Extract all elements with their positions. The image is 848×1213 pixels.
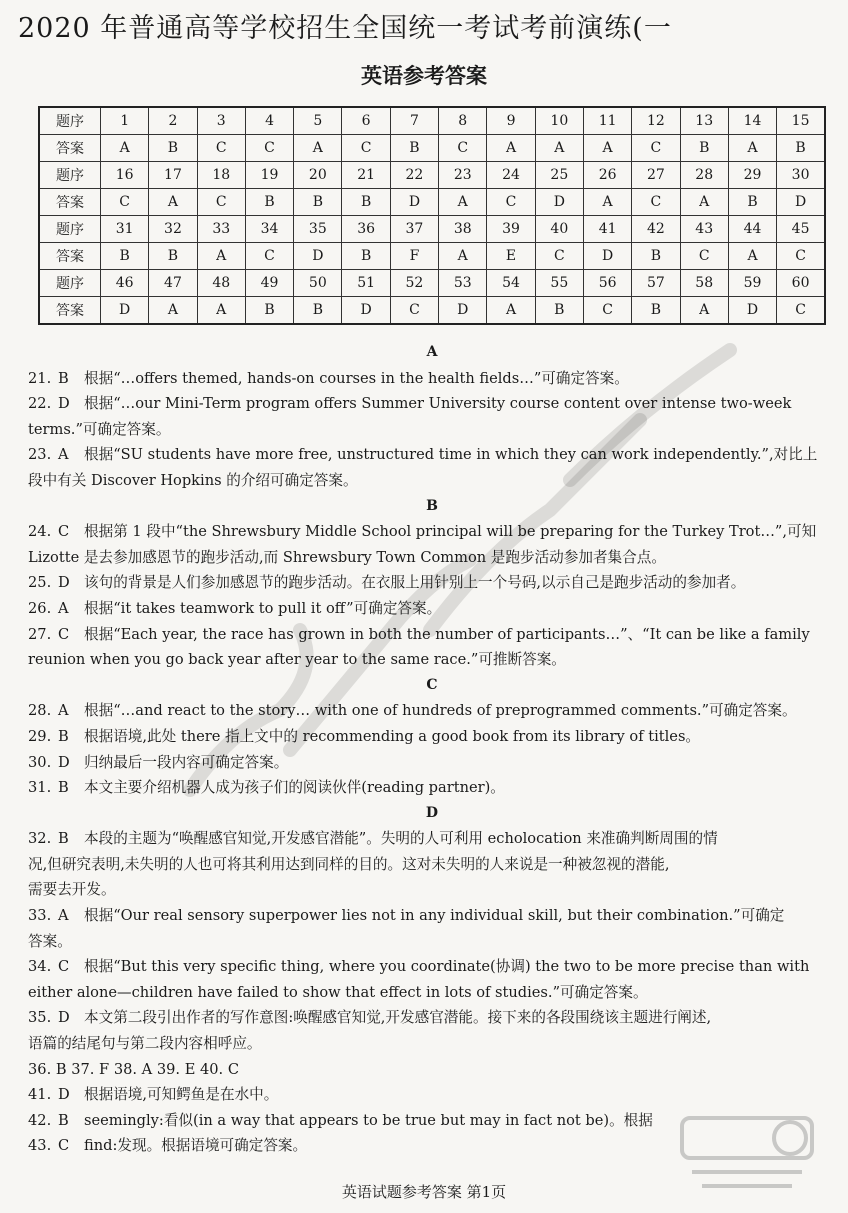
answer-cell: C: [197, 135, 245, 162]
item-continuation: terms.”可确定答案。: [28, 420, 171, 438]
answer-cell: D: [728, 297, 776, 325]
question-number-cell: 5: [294, 107, 342, 135]
explanation-item: [28, 1082, 836, 1108]
row-label-answer: 答案: [39, 135, 101, 162]
explanation-item: [28, 519, 836, 545]
question-number-cell: 56: [583, 270, 631, 297]
question-number-cell: 58: [680, 270, 728, 297]
item-answer: D: [58, 1009, 70, 1027]
item-answer: A: [58, 907, 69, 925]
row-label-number: 题序: [39, 107, 101, 135]
page-footer: 英语试题参考答案 第1页: [341, 1183, 507, 1201]
explanation-item: [28, 698, 836, 724]
answer-cell: F: [390, 243, 438, 270]
answer-cell: B: [342, 189, 390, 216]
question-number-cell: 15: [777, 107, 825, 135]
answer-cell: D: [390, 189, 438, 216]
item-continuation: either alone—children have failed to show that effect in lots of studies.”可确定答案。: [28, 983, 648, 1001]
question-number-cell: 47: [149, 270, 197, 297]
answer-cell: C: [632, 135, 680, 162]
answer-cell: D: [342, 297, 390, 325]
item-number: 28.: [28, 702, 52, 720]
answer-cell: B: [245, 189, 293, 216]
question-number-cell: 38: [439, 216, 487, 243]
question-number-cell: 48: [197, 270, 245, 297]
question-number-row: [39, 216, 825, 243]
explanation-item: [28, 954, 836, 980]
answer-cell: A: [439, 243, 487, 270]
question-number-cell: 10: [535, 107, 583, 135]
question-number-cell: 12: [632, 107, 680, 135]
question-number-cell: 22: [390, 162, 438, 189]
answer-cell: B: [680, 135, 728, 162]
item-continuation: 答案。: [28, 932, 72, 950]
question-number-cell: 23: [439, 162, 487, 189]
question-number-cell: 49: [245, 270, 293, 297]
answer-cell: A: [149, 189, 197, 216]
question-number-cell: 17: [149, 162, 197, 189]
item-number: 34.: [28, 958, 52, 976]
item-answer: D: [58, 1086, 70, 1104]
item-answer: B: [58, 369, 69, 387]
item-number: 35.: [28, 1009, 52, 1027]
page-subtitle: 英语参考答案: [361, 64, 487, 88]
explanation-item: [28, 750, 836, 776]
question-number-cell: 6: [342, 107, 390, 135]
row-label-answer: 答案: [39, 189, 101, 216]
question-number-cell: 13: [680, 107, 728, 135]
answer-cell: C: [439, 135, 487, 162]
item-text: 根据“Each year, the race has grown in both the number of participants…”、“It can be like a family: [84, 625, 810, 643]
item-text: 根据“…our Mini-Term program offers Summer University course content over intense two-week: [84, 395, 792, 413]
item-text: 本文主要介绍机器人成为孩子们的阅读伙伴(reading partner)。: [84, 779, 505, 797]
item-number: 41.: [28, 1086, 52, 1104]
answer-cell: C: [342, 135, 390, 162]
item-continuation: 语篇的结尾句与第二段内容相呼应。: [28, 1035, 262, 1053]
item-number: 24.: [28, 523, 52, 541]
question-number-cell: 53: [439, 270, 487, 297]
item-text: 根据“SU students have more free, unstructured time in which they can work independently.”,对比上: [84, 446, 818, 464]
answer-cell: B: [777, 135, 825, 162]
answer-cell: C: [777, 297, 825, 325]
explanation-item: [28, 366, 836, 392]
item-text: 根据语境,可知鳄鱼是在水中。: [84, 1086, 279, 1104]
item-text: find:发现。根据语境可确定答案。: [84, 1137, 308, 1155]
row-label-answer: 答案: [39, 297, 101, 325]
answer-row: [39, 243, 825, 270]
answer-cell: A: [439, 189, 487, 216]
row-label-number: 题序: [39, 162, 101, 189]
section-heading-b: B: [426, 497, 438, 514]
question-number-cell: 24: [487, 162, 535, 189]
item-answer: D: [58, 753, 70, 771]
item-answer: B: [58, 830, 69, 848]
explanation-item: [28, 391, 836, 417]
question-number-cell: 32: [149, 216, 197, 243]
question-number-cell: 26: [583, 162, 631, 189]
question-number-cell: 37: [390, 216, 438, 243]
question-number-cell: 25: [535, 162, 583, 189]
answer-cell: B: [294, 189, 342, 216]
answer-cell: B: [535, 297, 583, 325]
item-answer: A: [58, 599, 69, 617]
answer-cell: B: [632, 243, 680, 270]
answer-cell: C: [197, 189, 245, 216]
item-number: 32.: [28, 830, 52, 848]
item-text: seemingly:看似(in a way that appears to be true but may in fact not be)。根据: [84, 1111, 653, 1129]
question-number-cell: 19: [245, 162, 293, 189]
answer-cell: A: [294, 135, 342, 162]
explanation-item: [28, 570, 836, 596]
question-number-cell: 11: [583, 107, 631, 135]
answer-cell: D: [101, 297, 149, 325]
answer-row: [39, 135, 825, 162]
item-text: 本文第二段引出作者的写作意图:唤醒感官知觉,开发感官潜能。接下来的各段围绕该主题进行阐述,: [84, 1009, 712, 1027]
question-number-cell: 51: [342, 270, 390, 297]
question-number-cell: 18: [197, 162, 245, 189]
answer-cell: D: [583, 243, 631, 270]
explanation-item: [28, 775, 836, 801]
item-answer: D: [58, 395, 70, 413]
explanation-item: [28, 622, 836, 648]
question-number-cell: 55: [535, 270, 583, 297]
answer-cell: C: [245, 135, 293, 162]
question-number-cell: 35: [294, 216, 342, 243]
question-number-cell: 57: [632, 270, 680, 297]
question-number-cell: 59: [728, 270, 776, 297]
question-number-cell: 27: [632, 162, 680, 189]
item-answer: C: [58, 958, 70, 976]
explanation-item: [28, 826, 836, 852]
row-label-answer: 答案: [39, 243, 101, 270]
answer-cell: C: [245, 243, 293, 270]
explanation-item: [28, 1005, 836, 1031]
answers-36-40: 36. B 37. F 38. A 39. E 40. C: [28, 1060, 240, 1078]
answer-cell: B: [149, 135, 197, 162]
row-label-number: 题序: [39, 270, 101, 297]
answer-cell: B: [245, 297, 293, 325]
answer-cell: B: [632, 297, 680, 325]
item-text: 根据“it takes teamwork to pull it off”可确定答案。: [84, 599, 442, 617]
item-continuation: 况,但研究表明,未失明的人也可将其利用达到同样的目的。这对未失明的人来说是一种被忽视的潜能,: [28, 855, 670, 873]
explanation-item: [28, 442, 836, 468]
answer-row: [39, 297, 825, 325]
answer-cell: A: [680, 297, 728, 325]
answer-cell: D: [439, 297, 487, 325]
item-number: 22.: [28, 395, 52, 413]
item-answer: A: [58, 702, 69, 720]
answer-cell: A: [101, 135, 149, 162]
question-number-cell: 7: [390, 107, 438, 135]
question-number-cell: 21: [342, 162, 390, 189]
answer-cell: D: [777, 189, 825, 216]
answer-cell: A: [680, 189, 728, 216]
item-answer: A: [58, 446, 69, 464]
section-heading-d: D: [425, 804, 439, 821]
question-number-row: [39, 270, 825, 297]
item-continuation: reunion when you go back year after year to the same race.”可推断答案。: [28, 651, 566, 669]
question-number-cell: 28: [680, 162, 728, 189]
item-number: 33.: [28, 907, 52, 925]
answer-table: [38, 106, 826, 325]
item-number: 29.: [28, 727, 52, 745]
answer-cell: D: [535, 189, 583, 216]
explanation-item: [28, 724, 836, 750]
item-continuation: 需要去开发。: [28, 881, 116, 899]
answer-cell: A: [149, 297, 197, 325]
question-number-cell: 8: [439, 107, 487, 135]
question-number-cell: 41: [583, 216, 631, 243]
answer-row: [39, 189, 825, 216]
question-number-cell: 43: [680, 216, 728, 243]
question-number-cell: 1: [101, 107, 149, 135]
question-number-cell: 3: [197, 107, 245, 135]
question-number-cell: 46: [101, 270, 149, 297]
item-answer: D: [58, 574, 70, 592]
item-text: 根据“…and react to the story… with one of hundreds of preprogrammed comments.”可确定答案。: [84, 702, 797, 720]
item-text: 归纳最后一段内容可确定答案。: [84, 753, 289, 771]
question-number-cell: 34: [245, 216, 293, 243]
answer-cell: A: [197, 243, 245, 270]
item-text: 本段的主题为“唤醒感官知觉,开发感官潜能”。失明的人可利用 echolocation 来准确判断周围的情: [84, 830, 718, 848]
answer-cell: A: [487, 135, 535, 162]
answer-cell: B: [294, 297, 342, 325]
answer-cell: A: [197, 297, 245, 325]
item-number: 31.: [28, 779, 52, 797]
answer-cell: B: [342, 243, 390, 270]
question-number-cell: 36: [342, 216, 390, 243]
question-number-cell: 30: [777, 162, 825, 189]
item-number: 42.: [28, 1111, 52, 1129]
explanation-item: [28, 1108, 836, 1134]
row-label-number: 题序: [39, 216, 101, 243]
question-number-cell: 44: [728, 216, 776, 243]
item-answer: B: [58, 727, 69, 745]
item-number: 43.: [28, 1137, 52, 1155]
item-text: 根据“Our real sensory superpower lies not in any individual skill, but their combination.”可确定: [84, 907, 785, 925]
section-heading-a: A: [426, 344, 438, 360]
answer-cell: A: [535, 135, 583, 162]
answer-cell: C: [101, 189, 149, 216]
question-number-cell: 31: [101, 216, 149, 243]
answer-cell: C: [680, 243, 728, 270]
item-continuation: Lizotte 是去参加感恩节的跑步活动,而 Shrewsbury Town Common 是跑步活动参加者集合点。: [28, 548, 666, 566]
item-continuation: 段中有关 Discover Hopkins 的介绍可确定答案。: [28, 471, 358, 489]
question-number-cell: 33: [197, 216, 245, 243]
question-number-cell: 45: [777, 216, 825, 243]
question-number-cell: 39: [487, 216, 535, 243]
item-text: 根据“…offers themed, hands-on courses in the health fields…”可确定答案。: [84, 369, 629, 387]
answer-cell: C: [632, 189, 680, 216]
answer-cell: C: [777, 243, 825, 270]
item-answer: B: [58, 1111, 69, 1129]
question-number-cell: 42: [632, 216, 680, 243]
question-number-row: [39, 107, 825, 135]
explanation-item: [28, 596, 836, 622]
answer-cell: A: [583, 135, 631, 162]
answer-cell: C: [583, 297, 631, 325]
section-heading-c: C: [426, 676, 438, 693]
answer-cell: D: [294, 243, 342, 270]
answer-cell: B: [390, 135, 438, 162]
question-number-cell: 14: [728, 107, 776, 135]
explanations: [28, 340, 836, 1159]
answer-cell: A: [728, 135, 776, 162]
answer-cell: C: [487, 189, 535, 216]
item-answer: B: [58, 779, 69, 797]
question-number-cell: 2: [149, 107, 197, 135]
answer-cell: B: [149, 243, 197, 270]
answer-cell: E: [487, 243, 535, 270]
answer-cell: A: [487, 297, 535, 325]
item-answer: C: [58, 523, 70, 541]
item-text: 该句的背景是人们参加感恩节的跑步活动。在衣服上用针别上一个号码,以示自己是跑步活动的参加者。: [84, 574, 746, 592]
item-answer: C: [58, 625, 70, 643]
answer-cell: B: [728, 189, 776, 216]
answer-cell: C: [390, 297, 438, 325]
question-number-row: [39, 162, 825, 189]
item-text: 根据“But this very specific thing, where you coordinate(协调) the two to be more precise than with: [84, 958, 810, 976]
question-number-cell: 60: [777, 270, 825, 297]
item-text: 根据语境,此处 there 指上文中的 recommending a good book from its library of titles。: [84, 727, 701, 745]
answer-cell: A: [728, 243, 776, 270]
item-text: 根据第 1 段中“the Shrewsbury Middle School principal will be preparing for the Turkey Trot…”,可知: [84, 523, 817, 541]
question-number-cell: 4: [245, 107, 293, 135]
item-answer: C: [58, 1137, 70, 1155]
question-number-cell: 16: [101, 162, 149, 189]
question-number-cell: 29: [728, 162, 776, 189]
explanation-item: [28, 903, 836, 929]
question-number-cell: 9: [487, 107, 535, 135]
explanation-item: [28, 1133, 836, 1159]
item-number: 27.: [28, 625, 52, 643]
question-number-cell: 54: [487, 270, 535, 297]
question-number-cell: 52: [390, 270, 438, 297]
question-number-cell: 50: [294, 270, 342, 297]
item-number: 21.: [28, 369, 52, 387]
question-number-cell: 40: [535, 216, 583, 243]
answer-cell: B: [101, 243, 149, 270]
item-number: 25.: [28, 574, 52, 592]
page-title: 2020 年普通高等学校招生全国统一考试考前演练(一: [18, 13, 672, 44]
answer-cell: C: [535, 243, 583, 270]
item-number: 30.: [28, 753, 52, 771]
question-number-cell: 20: [294, 162, 342, 189]
item-number: 23.: [28, 446, 52, 464]
answer-cell: A: [583, 189, 631, 216]
item-number: 26.: [28, 599, 52, 617]
